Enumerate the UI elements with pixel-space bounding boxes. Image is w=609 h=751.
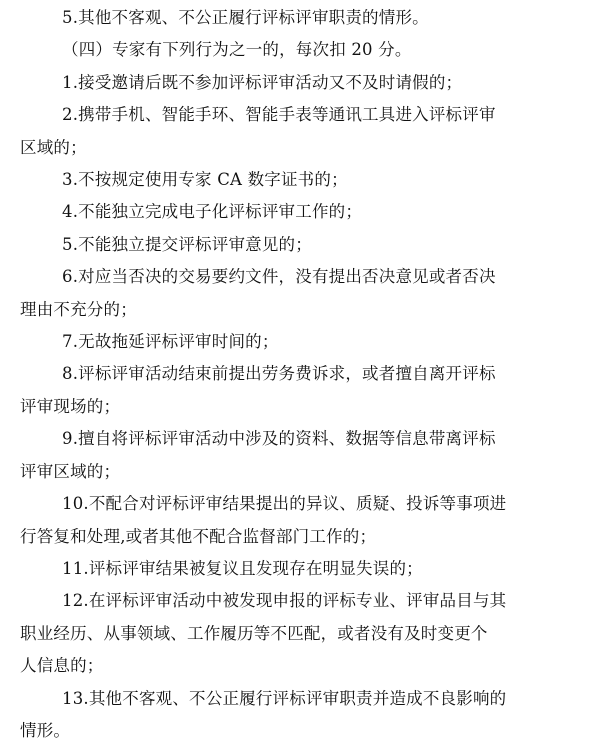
paragraph-line: 7.无故拖延评标评审时间的； [62, 332, 279, 352]
paragraph-line: 12.在评标评审活动中被发现申报的评标专业、评审品目与其 [62, 591, 507, 611]
paragraph-line: 2.携带手机、智能手环、智能手表等通讯工具进入评标评审 [62, 105, 496, 125]
paragraph-line: 8.评标评审活动结束前提出劳务费诉求，或者擅自离开评标 [62, 364, 496, 384]
paragraph-continuation: 情形。 [20, 720, 71, 740]
section-heading: （四）专家有下列行为之一的，每次扣 20 分。 [62, 40, 412, 60]
paragraph-line: 3.不按规定使用专家 CA 数字证书的； [62, 170, 348, 190]
paragraph-line: 13.其他不客观、不公正履行评标评审职责并造成不良影响的 [62, 688, 507, 708]
paragraph-continuation: 行答复和处理,或者其他不配合监督部门工作的； [20, 526, 377, 546]
paragraph-line: 1.接受邀请后既不参加评标评审活动又不及时请假的； [62, 72, 463, 92]
paragraph-line: 5.其他不客观、不公正履行评标评审职责的情形。 [62, 8, 429, 27]
paragraph-continuation: 理由不充分的； [20, 299, 137, 319]
paragraph-continuation: 人信息的； [20, 656, 104, 676]
paragraph-line: 4.不能独立完成电子化评标评审工作的； [62, 202, 363, 222]
paragraph-line: 11.评标评审结果被复议且发现存在明显失误的； [62, 558, 423, 578]
paragraph-continuation: 评审现场的； [20, 396, 121, 416]
paragraph-continuation: 职业经历、从事领域、工作履历等不匹配，或者没有及时变更个 [20, 623, 488, 643]
paragraph-line: 5.不能独立提交评标评审意见的； [62, 234, 312, 254]
paragraph-line: 9.擅自将评标评审活动中涉及的资料、数据等信息带离评标 [62, 429, 496, 449]
paragraph-line: 6.对应当否决的交易要约文件，没有提出否决意见或者否决 [62, 267, 496, 287]
paragraph-continuation: 区域的； [20, 137, 87, 157]
paragraph-line: 10.不配合对评标评审结果提出的异议、质疑、投诉等事项进 [62, 494, 507, 514]
paragraph-continuation: 评审区域的； [20, 461, 121, 481]
